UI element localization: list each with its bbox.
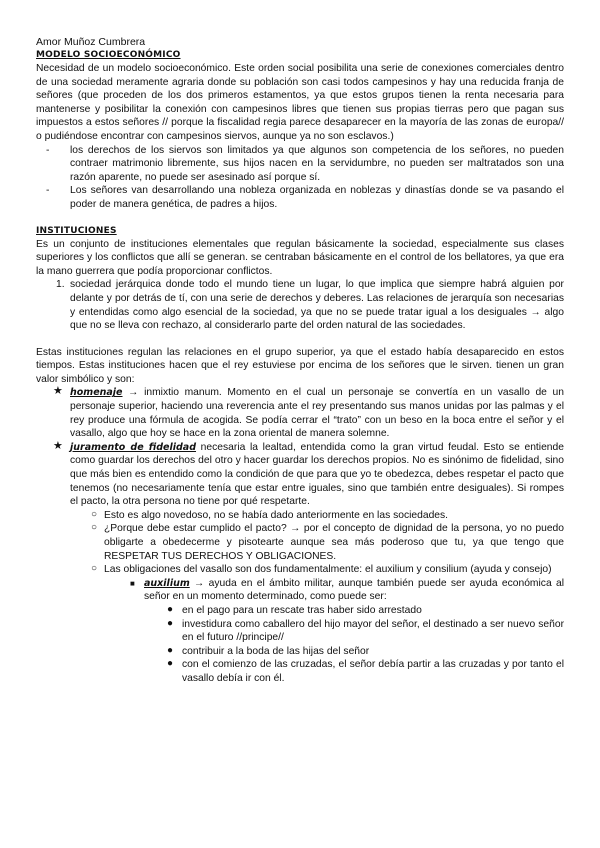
dash-bullet-icon: - [46, 185, 50, 197]
circle-item [36, 563, 564, 577]
dot-bullet-icon: ● [167, 603, 174, 615]
term-juramento: juramento de fidelidad [70, 441, 197, 453]
dot-item [36, 645, 564, 659]
author-name: Amor Muñoz Cumbrera [36, 36, 146, 48]
numbered-item-text: sociedad jerárquica donde todo el mundo tiene un lugar, lo que implica que siempre habrá alguien por delante y por detrás de tí, con una serie de derechos y deberes. Las relaciones de jerarquía son necesarias y entendidas como algo esencial de la sociedad, ya que no se puede tratar igual a los desiguales → algo que no se lleva con rechazo, al considerarlo parte del orden natural de las sociedades. [70, 279, 564, 332]
dot-item-text: en el pago para un rescate tras haber sido arrestado [182, 604, 422, 616]
numbered-item [36, 278, 564, 332]
dot-item-text: con el comienzo de las cruzadas, el señor debía partir a las cruzadas y por tanto el vasallo debía ir con él. [182, 659, 564, 684]
number-marker: 1. [56, 279, 65, 291]
dot-item-text: contribuir a la boda de las hijas del señor [182, 645, 370, 657]
dot-bullet-icon: ● [167, 658, 174, 670]
star-bullet-icon: ★ [53, 439, 63, 452]
star-item [36, 441, 564, 509]
circle-bullet-icon: ○ [91, 508, 98, 520]
dot-item [36, 604, 564, 618]
dot-bullet-icon: ● [167, 644, 174, 656]
circle-item [36, 522, 564, 563]
dash-list [36, 144, 564, 212]
star-item-text: → inmixtio manum. Momento en el cual un personaje se convertía en un vasallo de un personaje superior, haciendo una reverencia ante el rey presentando sus manos unidas por las palmas y el rey produce una fórmula de acogida. Se podía cerrar el “trato” con un beso en la boca entre el señor y el vasallo, algo que hoy se hace en la zona oriental de manera solemne. [70, 387, 564, 440]
circle-item [36, 509, 564, 523]
circle-item-text: Esto es algo novedoso, no se había dado anteriormente en las sociedades. [104, 509, 449, 521]
list-item-text: los derechos de los siervos son limitados ya que algunos son competencia de los señores, no pueden contraer matrimonio libremente, sus hijos nacen en la servidumbre, no pueden ser maltratados son una razón aparente, no puede ser asesinado así porque sí. [70, 144, 564, 183]
document-page [36, 36, 564, 686]
square-bullet-icon: ■ [130, 578, 135, 588]
dash-bullet-icon: - [46, 144, 50, 156]
term-auxilium: auxilium [144, 577, 190, 589]
circle-bullet-icon: ○ [91, 522, 98, 534]
square-item-text: → ayuda en el ámbito militar, aunque también puede ser ayuda económica al señor en un momento determinado, como puede ser: [144, 577, 564, 603]
circle-item-text: Las obligaciones del vasallo son dos fundamentalmente: el auxilium y consilium (ayuda y consejo) [104, 564, 552, 576]
section-heading-instituciones: INSTITUCIONES [36, 225, 117, 236]
list-item [36, 184, 564, 211]
list-item [36, 144, 564, 185]
dot-item-text: investidura como caballero del hijo mayor del señor, el destinado a ser nuevo señor en el futuro //principe// [182, 618, 564, 644]
circle-item-text: ¿Porque debe estar cumplido el pacto? → por el concepto de dignidad de la persona, yo no puedo obligarte a obedecerme y pisotearte aunque sea más poderoso que tu, ya que tengo que RESPETAR TUS DERECHOS Y OBLIGACIONES. [104, 523, 564, 562]
term-homenaje: homenaje [70, 387, 123, 399]
star-bullet-icon: ★ [53, 385, 63, 398]
star-item-text: necesaria la lealtad, entendida como la gran virtud feudal. Esto se entiende como guardar los derechos del otro y hacer guardar los derechos propios. No es sinónimo de fidelidad, sino que más bien es entendido como la condición de que para que yo te obedezca, debes respetar el pacto que tenemos (no necesariamente tenía que estar entre iguales, sino que también entre desiguales). Si rompes el pacto, la otra persona no tiene por qué respetarte. [70, 441, 564, 508]
section-heading-modelo: MODELO SOCIOECONÓMICO [36, 50, 181, 60]
star-item [36, 386, 564, 440]
instituciones-paragraph: Es un conjunto de instituciones elementales que regulan básicamente la sociedad, especialmente sus clases superiores y los conflictos que allí se generan. se centraban básicamente en el control de los bellatores, ya que era la mano guerrera que podía proporcionar conflictos. [36, 238, 564, 277]
list-item-text: Los señores van desarrollando una nobleza organizada en noblezas y dinastías donde se va pasando el poder de manera genética, de padres a hijos. [70, 185, 564, 210]
square-item [36, 577, 564, 604]
dot-item [36, 658, 564, 685]
dot-bullet-icon: ● [167, 617, 174, 629]
circle-bullet-icon: ○ [91, 563, 98, 575]
intro-paragraph: Necesidad de un modelo socioeconómico. Este orden social posibilita una serie de conexiones comerciales dentro de una sociedad meramente agraria donde su población son casi todos campesinos y hay una reducida franja de señores (que proceden de los dos primeros estamentos, ya que estos grupos tienen la renta necesaria para mantenerse y posibilitar la conexión con campesinos libres que tienen sus propias tierras pero que pagan sus impuestos a estos señores // porque la fiscalidad regia parece desaparecer en la mayoría de las zonas de europa// o pudiéndose encontrar con campesinos siervos, aunque ya no son esclavos.) [36, 63, 564, 142]
dot-item [36, 618, 564, 645]
regulation-paragraph: Estas instituciones regulan las relaciones en el grupo superior, ya que el estado había desaparecido en estos tiempos. Estas instituciones hacen que el rey estuviese por encima de los señores que le sirven. tienen un gran valor simbólico y son: [36, 346, 564, 385]
